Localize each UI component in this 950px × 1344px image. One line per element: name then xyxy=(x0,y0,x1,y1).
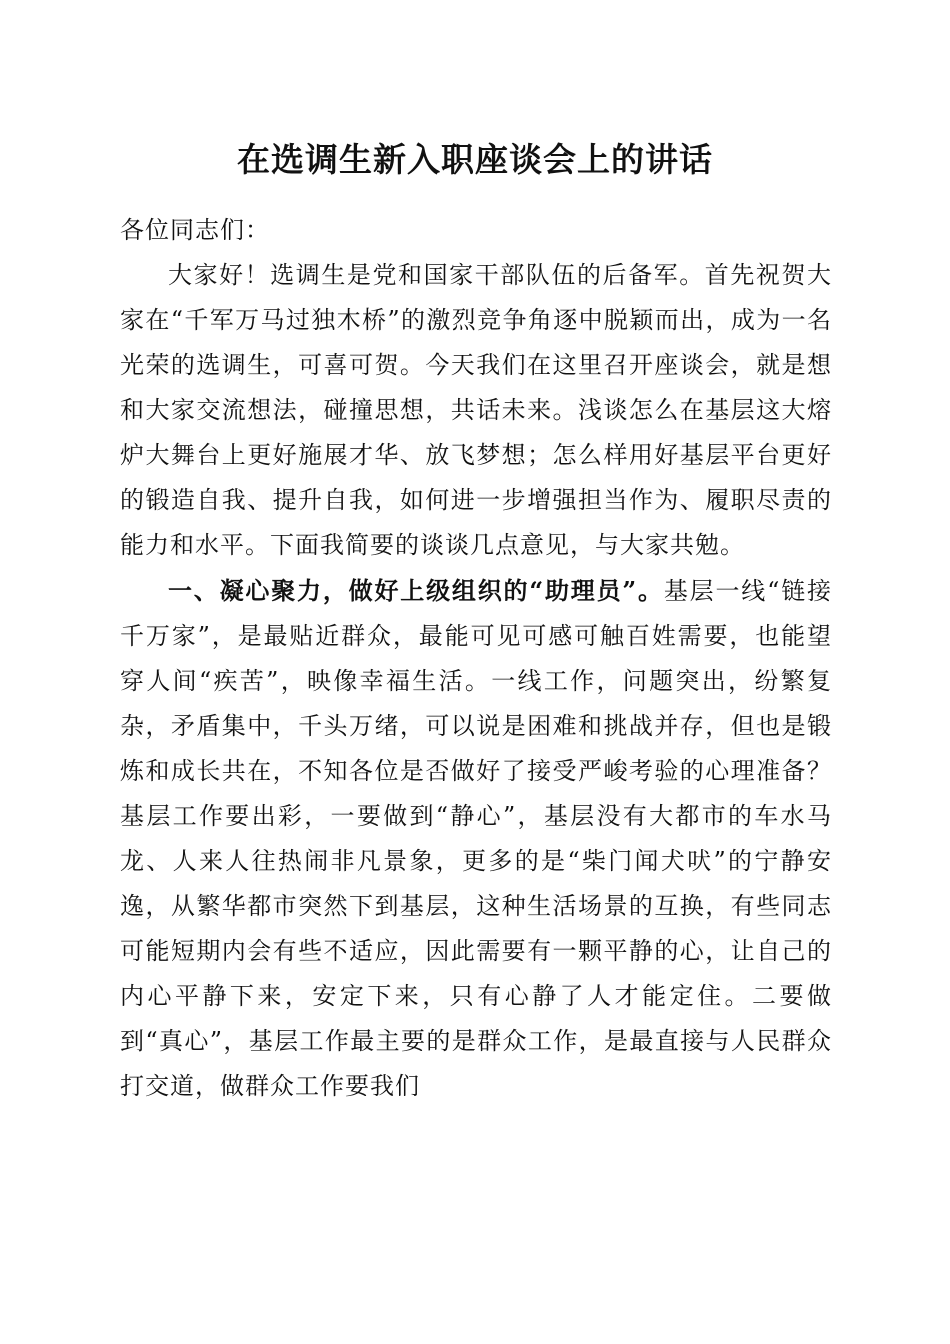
section-one-heading: 一、凝心聚力，做好上级组织的“助理员”。 xyxy=(168,576,664,605)
paragraph-intro: 大家好！选调生是党和国家干部队伍的后备军。首先祝贺大家在“千军万马过独木桥”的激烈竞争角逐中脱颖而出，成为一名光荣的选调生，可喜可贺。今天我们在这里召开座谈会，就是想和大家交流想法，碰撞思想，共话未来。浅谈怎么在基层这大熔炉大舞台上更好施展才华、放飞梦想；怎么样用好基层平台更好的锻造自我、提升自我，如何进一步增强担当作为、履职尽责的能力和水平。下面我简要的谈谈几点意见，与大家共勉。 xyxy=(120,261,832,559)
document-title: 在选调生新入职座谈会上的讲话 xyxy=(237,140,713,179)
paragraph-section-one xyxy=(120,568,832,1109)
salutation: 各位同志们： xyxy=(120,216,270,244)
section-one-body: 基层一线“链接千万家”，是最贴近群众，最能可见可感可触百姓需要，也能望穿人间“疾苦”，映像幸福生活。一线工作，问题突出，纷繁复杂，矛盾集中，千头万绪，可以说是困难和挑战并存，但也是锻炼和成长共在，不知各位是否做好了接受严峻考验的心理准备？基层工作要出彩，一要做到“静心”，基层没有大都市的车水马龙、人来人往热闹非凡景象，更多的是“柴门闻犬吠”的宁静安逸，从繁华都市突然下到基层，这种生活场景的互换，有些同志可能短期内会有些不适应，因此需要有一颗平静的心，让自己的内心平静下来，安定下来，只有心静了人才能定住。二要做到“真心”，基层工作最主要的是群众工作，是最直接与人民群众打交道，做群众工作要我们 xyxy=(120,577,833,1100)
document-body xyxy=(120,208,832,1109)
